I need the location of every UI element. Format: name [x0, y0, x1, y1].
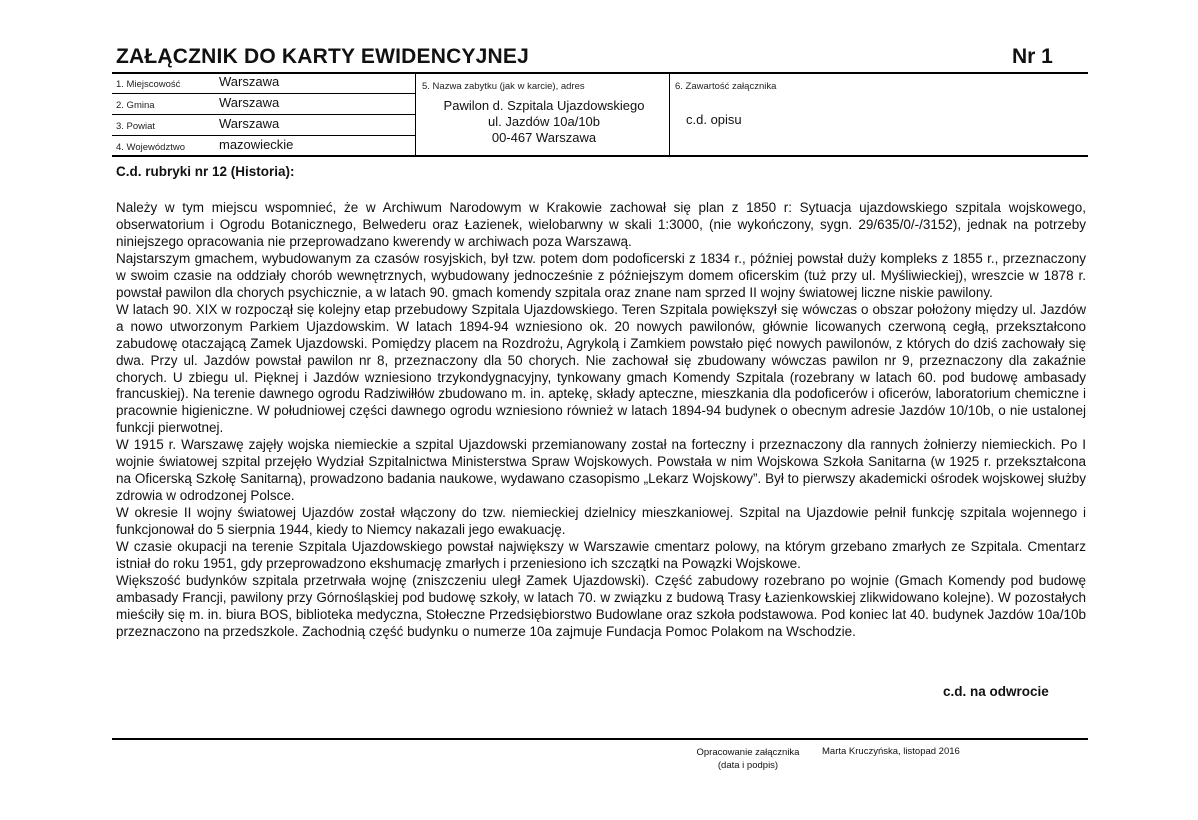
column-divider: [669, 73, 670, 155]
field-value: mazowieckie: [219, 137, 294, 152]
paragraph: Większość budynków szpitala przetrwała wojnę (zniszczeniu uległ Zamek Ujazdowski). Część zabudowy rozebrano po wojnie (Gmach Komendy pod budowę ambasady Francji, pawilony przy Górnośląskiej pod budowę szkoły, w latach 70. w związku z budową Trasy Łazienkowskiej zlikwidowano kolejne). W pozostałych mieściły się m. in. biura BOS, biblioteka medyczna, Stołeczne Przedsiębiorstwo Budowlane oraz szkoła podstawowa. Pod koniec lat 40. budynek Jazdów 10a/10b przeznaczono na przedszkole. Zachodnią część budynku o numerze 10a zajmuje Fundacja Pomoc Polakom na Wschodzie.: [116, 572, 1086, 639]
field-row-commune: [112, 94, 415, 115]
author-signature: Marta Kruczyńska, listopad 2016: [822, 746, 960, 757]
address-line: 00-467 Warszawa: [491, 130, 597, 145]
address-line: Pawilon d. Szpitala Ujazdowskiego: [443, 98, 645, 113]
paragraph: Najstarszym gmachem, wybudowanym za czasów rosyjskich, był tzw. potem dom podoficerski z 1834 r., później powstał duży kompleks z 1855 r., przeznaczony w swoim czasie na oddziały chorób wewnętrznych, wybudowany jednocześnie z późniejszym domem oficerskim (tuż przy ul. Myśliwieckiej), wreszcie w 1878 r. powstał pawilon dla chorych psychicznie, a w latach 90. gmach komendy szpitala oraz znane nam sprzed II wojny światowej liczne niskie pawilony.: [116, 250, 1086, 300]
attachment-number: Nr 1: [1012, 45, 1053, 68]
monument-address: [415, 98, 673, 146]
paragraph: W czasie okupacji na terenie Szpitala Ujazdowskiego powstał największy w Warszawie cmentarz polowy, na którym grzebano zmarłych ze Szpitala. Cmentarz istniał do roku 1951, gdy przeprowadzono ekshumację zmarłych i przeniesiono ich szczątki na Powązki Wojskowe.: [116, 539, 1086, 572]
field-row-locality: [112, 73, 415, 94]
continuation-note: c.d. na odwrocie: [943, 684, 1049, 699]
field-value: Warszawa: [219, 95, 280, 110]
paragraph: Należy w tym miejscu wspomnieć, że w Archiwum Narodowym w Krakowie zachował się plan z 1850 r: Sytuacja ujazdowskiego szpitala wojskowego, obserwatorium i Ogrodu Botanicznego, Belwederu oraz Łazienek, wielobarwny w skali 1:3000, (nie wykończony, sygn. 29/635/0/-/3152), jednak na potrzeby niniejszego opracowania nie przeprowadzano kwerendy w archiwach poza Warszawą.: [116, 200, 1086, 249]
header-fields-table: [112, 73, 1088, 157]
section-title: C.d. rubryki nr 12 (Historia):: [116, 164, 295, 179]
location-fields: [112, 73, 415, 155]
field-label: 2. Gmina: [116, 100, 155, 111]
prepared-label: Opracowanie załącznika: [696, 747, 800, 758]
attachment-content-label: 6. Zawartość załącznika: [675, 81, 777, 92]
prepared-by-block: [688, 746, 808, 772]
prepared-sublabel: (data i podpis): [717, 760, 779, 771]
field-value: Warszawa: [219, 74, 280, 89]
address-line: ul. Jazdów 10a/10b: [487, 114, 601, 129]
document-title: ZAŁĄCZNIK DO KARTY EWIDENCYJNEJ: [116, 45, 530, 68]
field-label: 1. Miejscowość: [116, 79, 181, 90]
paragraph: W 1915 r. Warszawę zajęły wojska niemieckie a szpital Ujazdowski przemianowany został na forteczny i przeznaczony dla rannych żołnierzy niemieckich. Po I wojnie światowej szpital przejęło Wydział Szpitalnictwa Ministerstwa Spraw Wojskowych. Powstała w nim Wojskowa Szkoła Sanitarna (w 1925 r. przekształcona na Oficerską Szkołę Sanitarną), prowadzono badania naukowe, wydawano czasopismo „Lekarz Wojskowy”. Był to pierwszy akademicki ośrodek wojskowej służby zdrowia w odrodzonej Polsce.: [116, 437, 1086, 504]
monument-name-label: 5. Nazwa zabytku (jak w karcie), adres: [422, 81, 585, 92]
field-label: 3. Powiat: [116, 121, 156, 132]
field-row-voivodeship: [112, 136, 415, 156]
attachment-content-value: c.d. opisu: [686, 112, 742, 127]
field-value: Warszawa: [219, 116, 280, 131]
bottom-divider: [112, 738, 1088, 740]
field-row-district: [112, 115, 415, 136]
paragraph: W latach 90. XIX w rozpoczął się kolejny etap przebudowy Szpitala Ujazdowskiego. Teren Szpitala powiększył się wówczas o obszar położony między ul. Jazdów a nowo utworzonym Parkiem Ujazdowskim. W latach 1894-94 wzniesiono ok. 20 nowych pawilonów, głównie licowanych czerwoną cegłą, przekształcono zabudowę otaczającą Zamek Ujazdowski. Pomiędzy placem na Rozdrożu, Agrykolą i Zamkiem powstało pięć nowych pawilonów, z których do dziś zachowały się dwa. Przy ul. Jazdów powstał pawilon nr 8, przeznaczony dla 50 chorych. Nie zachował się zbudowany wówczas pawilon nr 9, przeznaczony dla zakaźnie chorych. U zbiegu ul. Pięknej i Jazdów wzniesiono trzykondygnacyjny, tynkowany gmach Komendy Szpitala (rozebrany w latach 60. pod budowę ambasady francuskiej). Na terenie dawnego ogrodu Radziwiłłów zbudowano m. in. aptekę, składy apteczne, mieszkania dla podoficerów i oficerów, laboratorium chemiczne i pracownie higieniczne. W południowej części dawnego ogrodu wzniesiono również w latach 1894-94 budynek o obecnym adresie Jazdów 10/10b, o nie ustalonej funkcji pierwotnej.: [116, 301, 1086, 436]
history-text: [116, 200, 1086, 641]
field-label: 4. Województwo: [116, 142, 185, 153]
paragraph: W okresie II wojny światowej Ujazdów został włączony do tzw. niemieckiej dzielnicy mieszkaniowej. Szpital na Ujazdowie pełnił funkcję szpitala wojennego i funkcjonował do 5 sierpnia 1944, kiedy to Niemcy nakazali jego ewakuację.: [116, 505, 1086, 538]
